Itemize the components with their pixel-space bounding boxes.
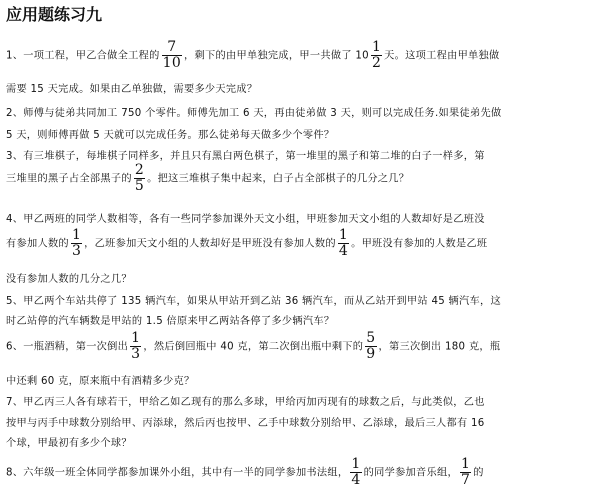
problem-7-line-1: 7、甲乙丙三人各有球若干，甲给乙如乙现有的那么多球，甲给丙加丙现有的球数之后，与此类似，乙也 (6, 397, 485, 408)
problem-text: 。把这三堆棋子集中起来，白子占全部棋子的几分之几？ (147, 173, 410, 185)
problem-text: 三堆里的黑子占全部黑子的 (6, 173, 132, 185)
problem-text: 有参加人数的 (6, 238, 69, 250)
problem-7-line-3: 个球，甲最初有多少个球？ (6, 438, 132, 449)
problem-1-line-1 (6, 40, 500, 71)
fraction-numerator: 1 (131, 330, 141, 346)
fraction-denominator: 3 (71, 243, 82, 259)
problem-4-line-2 (6, 228, 487, 259)
fraction-denominator: 2 (371, 55, 382, 71)
problem-text: ，剩下的由甲单独完成，甲一共做了 10 (184, 50, 369, 62)
fraction-numerator: 1 (371, 39, 382, 55)
problem-text: 天。这项工程由甲单独做 (384, 50, 500, 62)
fraction-denominator: 7 (461, 472, 471, 488)
problem-text: 6、一瓶酒精，第一次倒出 (6, 341, 129, 353)
problem-text: 8、六年级一班全体同学都参加课外小组，其中有一半的同学参加书法组， (6, 467, 349, 479)
problem-4-line-1: 4、甲乙两班的同学人数相等，各有一些同学参加课外天文小组，甲班参加天文小组的人数却好是乙班没 (6, 214, 485, 225)
problem-3-line-2 (6, 163, 409, 194)
fraction-numerator: 1 (351, 456, 361, 472)
problem-3-line-1: 3、有三堆棋子，每堆棋子同样多，并且只有黑白两色棋子，第一堆里的黑子和第二堆的白子一样多，第 (6, 151, 485, 162)
problem-5-line-2: 时乙站停的汽车辆数是甲站的 1.5 倍原来甲乙两站各停了多少辆汽车？ (6, 316, 335, 327)
problem-text: ，第三次倒出 180 克，瓶 (378, 341, 501, 353)
problem-text: 的 (473, 467, 484, 479)
problem-text: 。甲班没有参加的人数是乙班 (351, 238, 488, 250)
problem-text: 的同学参加音乐组， (363, 467, 458, 479)
problem-2-line-2: 5 天，则师傅再做 5 天就可以完成任务。那么徒弟每天做多少个零件？ (6, 130, 335, 141)
fraction (338, 228, 349, 259)
problem-text: ，乙班参加天文小组的人数却好是甲班没有参加人数的 (84, 238, 336, 250)
problem-text: ，然后倒回瓶中 40 克，第二次倒出瓶中剩下的 (143, 341, 364, 353)
fraction-numerator: 1 (338, 227, 349, 243)
fraction-numerator: 1 (461, 456, 471, 472)
fraction (460, 457, 471, 488)
fraction (162, 40, 182, 71)
fraction-denominator: 4 (338, 243, 349, 259)
fraction-numerator: 7 (167, 39, 177, 55)
fraction (130, 331, 141, 362)
fraction (350, 457, 361, 488)
fraction-denominator: 4 (351, 472, 361, 488)
page-title: 应用题练习九 (6, 5, 103, 24)
problem-7-line-2: 按甲与丙手中球数分别给甲、丙添球，然后丙也按甲、乙手中球数分别给甲、乙添球，最后三人都有 16 (6, 418, 485, 429)
fraction-denominator: 10 (162, 55, 182, 71)
fraction-denominator: 5 (134, 178, 145, 194)
fraction (371, 40, 382, 71)
fraction (365, 331, 376, 362)
fraction-numerator: 1 (71, 227, 82, 243)
fraction-denominator: 3 (131, 346, 141, 362)
fraction (71, 228, 82, 259)
fraction-denominator: 9 (366, 346, 376, 362)
problem-2-line-1: 2、师傅与徒弟共同加工 750 个零件。师傅先加工 6 天，再由徒弟做 3 天，则可以完成任务.如果徒弟先做 (6, 108, 502, 119)
problem-4-line-3: 没有参加人数的几分之几？ (6, 274, 132, 285)
problem-text: 1、一项工程，甲乙合做全工程的 (6, 50, 160, 62)
problem-8-line-1 (6, 457, 484, 488)
problem-1-line-2: 需要 15 天完成。如果由乙单独做，需要多少天完成？ (6, 84, 258, 95)
problem-6-line-2: 中还剩 60 克，原来瓶中有酒精多少克？ (6, 376, 195, 387)
problem-5-line-1: 5、甲乙两个车站共停了 135 辆汽车，如果从甲站开到乙站 36 辆汽车，而从乙站开到甲站 45 辆汽车，这 (6, 296, 501, 307)
fraction-numerator: 5 (366, 330, 376, 346)
fraction (134, 163, 145, 194)
fraction-numerator: 2 (134, 162, 145, 178)
problem-6-line-1 (6, 331, 500, 362)
